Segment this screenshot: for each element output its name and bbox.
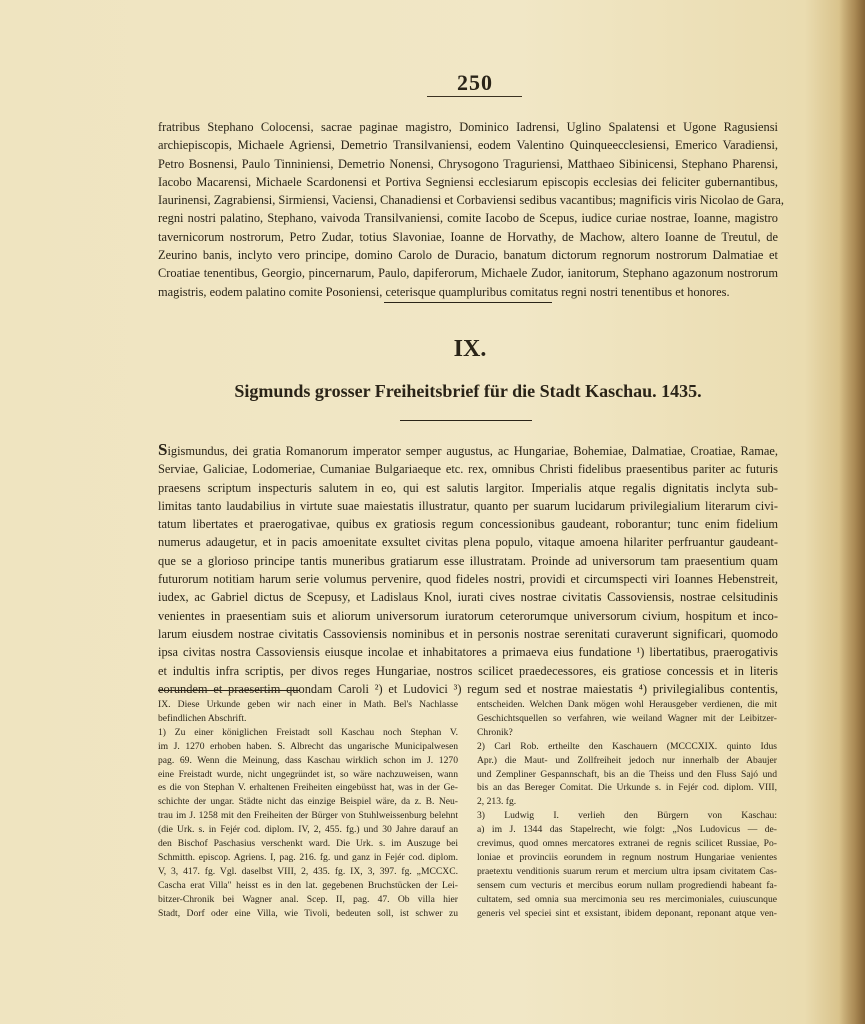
text-line: Zeurino banis, inclyto vero principe, domino Carolo de Duracio, banatum dictorum regnorum nostrorum Dalmatiae et xyxy=(158,248,778,263)
text-line: Iaurinensi, Zagrabiensi, Sirmiensi, Vaciensi, Chanadiensi et Corbaviensi sedibus vacantibus; magnificis viris Nicolao de Gara, xyxy=(158,193,785,208)
section-title: Sigmunds grosser Freiheitsbrief für die Stadt Kaschau. 1435. xyxy=(234,381,702,401)
text-line: futurorum notitiam harum serie volumus pervenire, quod fideles nostri, providi et circumspecti viri Ioannes Hebenstreit, xyxy=(158,572,778,587)
footnotes-right-column xyxy=(477,698,777,921)
footnote-line: praetextu venditionis suarum rerum et mercium ultra ipsam civitatem Cas- xyxy=(477,865,777,877)
footnote-line: 1) Zu einer königlichen Freistadt soll Kaschau noch Stephan V. xyxy=(158,726,458,738)
footnote-line: eine Freistadt wurde, nicht ungegründet ist, so wäre nachzuweisen, wann xyxy=(158,768,458,780)
text-line: magistris, eodem palatino comite Posoniensi, ceterisque quampluribus comitatus regni nostri tenentibus et honores. xyxy=(158,284,730,299)
page-edge-shadow xyxy=(839,0,865,1024)
footnote-line: den Bischof Paschasius verschenkt ward. Die Urk. s. im Auszuge bei xyxy=(158,838,458,850)
footnote-line: entscheiden. Welchen Dank mögen wohl Herausgeber verdienen, die mit xyxy=(477,699,777,710)
footnote-line: trau im J. 1258 mit den Freiheiten der Bürger von Stuhlweissenburg belehnt xyxy=(158,810,458,822)
page-number: 250 xyxy=(457,70,493,95)
text-line: praesens scriptum inspecturis salutem in eo, qui est salutis largitor. Imperialis atque regalis dignitatis inclyta sub- xyxy=(158,480,778,495)
text-line: larum eiusdem nostrae civitatis Cassoviensis nominibus et in personis nostrae serenitati curaverunt significari, quomodo xyxy=(158,626,778,641)
text-line: eorundem et praesertim quondam Caroli ²) et Ludovici ³) regum sed et nostrae maiestatis ⁴) privilegialibus contentis, xyxy=(158,681,778,696)
text-line: tatum libertates et praerogativae, quibus ex gratiosis regum concessionibus gaudeant, roborantur; tunc enim fidelium xyxy=(158,517,778,532)
text-line: Serviae, Galiciae, Lodomeriae, Cumaniae Bulgariaeque etc. rex, omnibus Christi fidelibus praesentibus pariter ac futuris xyxy=(158,462,778,477)
top-paragraph xyxy=(158,118,785,301)
text-line: venientes in praesentiam suis et aliorum universorum iuratorum ceterorumque universorum civium, hospitum et inco- xyxy=(158,608,778,623)
text-line: et indultis infra scriptis, per divos reges Hungariae, nostros scilicet praedecessores, eis gratiose concessis et in literis xyxy=(158,663,778,678)
section-number: IX. xyxy=(453,336,487,362)
footnote-line: befindlichen Abschrift. xyxy=(158,712,247,724)
footnote-line: generis vel speciei sint et exsistant, ibidem deponant, reponant atque ven- xyxy=(477,907,777,919)
footnote-line: loniae et provinciis eorundem in regnum nostrum Hungariae venientes xyxy=(477,851,777,863)
footnote-line: cultatem, sed omnia sua mercimonia seu res mercimoniales, cuiuscunque xyxy=(477,893,777,905)
footnote-line: sensem cum vecturis et mercibus eorum nullam progrediendi habeant fa- xyxy=(477,879,777,891)
footnote-line: Chronik? xyxy=(477,726,513,738)
footnote-line: IX. Diese Urkunde geben wir nach einer in Math. Bel's Nachlasse xyxy=(158,699,458,710)
text-line: fratribus Stephano Colocensi, sacrae paginae magistro, Dominico Iadrensi, Uglino Spalatensi et Ugone Ragusiensi xyxy=(158,120,778,134)
footnote-line: pag. 69. Wenn die Meinung, dass Kaschau wirklich schon im J. 1270 xyxy=(158,754,458,766)
footnote-line: und Zempliner Gespannschaft, bis an die Theiss und den Fluss Sajó und xyxy=(477,768,777,780)
footnote-line: 2) Carl Rob. ertheilte den Kaschauern (MCCCXIX. quinto Idus xyxy=(477,740,777,752)
footnote-line: a) im J. 1344 das Stapelrecht, wie folgt: „Nos Ludovicus — de- xyxy=(477,824,777,836)
section-separator-top xyxy=(384,302,552,303)
footnote-line: es die von Stephan V. erhaltenen Freiheiten eingebüsst hat, was in der Ge- xyxy=(158,782,458,794)
text-line: Croatiae tenentibus, Georgio, pincernarum, Paulo, dapiferorum, Michaele Zudor, ianitorum, Stephano agazonum nostrorum xyxy=(158,266,778,281)
footnote-line: bitzer-Chronik bei Wagner anal. Scep. II, pag. 47. Ob villa hier xyxy=(158,893,458,905)
text-line: archiepiscopis, Michaele Agriensi, Demetrio Transilvaniensi, eodem Valentino Quinqueecclesiensi, Emerico Varadiensi, xyxy=(158,138,778,153)
page-number-rule xyxy=(427,96,522,97)
text-line: tavernicorum nostrorum, Petro Zudar, totius Slavoniae, Ioanne de Horvathy, de Machow, altero Ioanne de Treutul, de xyxy=(158,229,778,244)
main-paragraph xyxy=(158,441,778,698)
text-line: que se a glorioso principe tantis muneribus gratiarum esse illustratam. Proinde ad universorum tam praesentium quam xyxy=(158,553,778,568)
footnote-line: 3) Ludwig I. verlieh den Bürgern von Kaschau: xyxy=(477,810,777,822)
footnote-line: schichte der ungar. Städte nicht das einzige Beispiel wäre, da z. B. Neu- xyxy=(158,796,458,808)
text-line: regni nostri palatino, Stephano, vaivoda Transilvaniensi, comite Iacobo de Scepus, iudice curiae nostrae, Ioanne, magistro xyxy=(158,211,778,226)
footnote-line: crevimus, quod omnes mercatores extranei de regnis scilicet Russiae, Po- xyxy=(477,838,777,850)
footnote-line: (die Urk. s. in Fejér cod. diplom. IV, 2, 455. fg.) und 30 Jahre darauf an xyxy=(158,824,458,836)
footnote-line: V, 3, 417. fg. Vgl. daselbst VIII, 2, 435. fg. IX, 3, 397. fg. „MCCXC. xyxy=(158,865,458,877)
section-separator-bottom xyxy=(400,420,532,421)
footnote-line: Schmitth. episcop. Agriens. I, pag. 216. fg. und ganz in Fejér cod. diplom. xyxy=(158,851,458,863)
footnotes-left-column xyxy=(158,698,458,921)
footnote-line: Geschichtsquellen so verfahren, wie weiland Wagner mit der Leibitzer- xyxy=(477,712,777,724)
footnote-rule xyxy=(158,690,300,691)
text-line xyxy=(158,441,778,460)
footnote-line: 2, 213. fg. xyxy=(477,796,517,808)
first-line-text: igismundus, dei gratia Romanorum imperator semper augustus, ac Hungariae, Bohemiae, Dalmatiae, Croatiae, Ramae, xyxy=(167,444,778,458)
text-line: ipsa civitas nostra Cassoviensis eiusque incolae et inhabitatores a primaeva eius fundatione ¹) libertatibus, praerogativis xyxy=(158,645,778,660)
footnote-line: im J. 1270 erhoben haben. S. Albrecht das ungarische Municipalwesen xyxy=(158,740,458,752)
text-line: numerus adaugetur, et in pacis amoenitate exsultet civitas plena populo, vitaque amoena hilariter perfruantur gaudeant- xyxy=(158,535,778,550)
footnote-line: bis an das Bereger Comitat. Die Urkunde s. in Fejér cod. diplom. VIII, xyxy=(477,782,777,794)
text-line: limitas tanto laudabilius in virtute suae maiestatis illustratur, quanto per suarum lucidarum privilegialium literarum civi- xyxy=(158,498,778,513)
footnote-line: Cascha erat Villa" heisst es in den lat. gegebenen Bruchstücken der Lei- xyxy=(158,879,458,891)
text-line: Petro Bosnensi, Paulo Tinniniensi, Demetrio Nonensi, Chrysogono Traguriensi, Matthaeo Sibinicensi, Stephano Pharensi, xyxy=(158,156,778,171)
text-line: Iacobo Macarensi, Michaele Scardonensi et Portiva Segniensi ecclesiarum episcopis ecclesias dei feliciter gubernantibus, xyxy=(158,174,778,189)
drop-cap: S xyxy=(158,440,168,459)
footnote-line: Apr.) die Maut- und Zollfreiheit jedoch nur innerhalb der Abaujer xyxy=(477,754,777,766)
footnote-line: Stadt, Dorf oder eine Villa, wie Tivoli, bedeuten soll, ist schwer zu xyxy=(158,907,458,919)
text-line: iudex, ac Gabriel dictus de Scepusy, et Ladislaus Knol, iurati cives nostrae civitatis Cassoviensis, nostrae celsitudinis xyxy=(158,590,778,605)
